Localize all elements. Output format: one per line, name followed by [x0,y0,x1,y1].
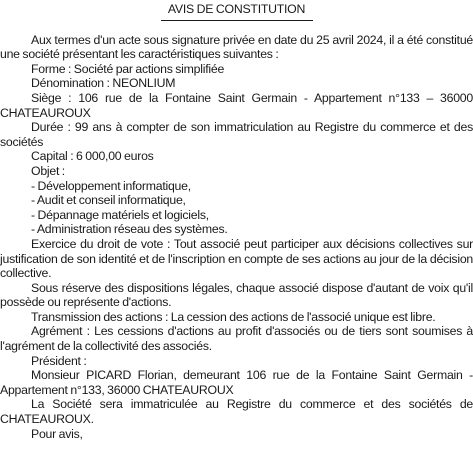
objet-item: - Administration réseau des systèmes. [31,222,228,237]
president-label: Président : [31,353,87,368]
capital-line: Capital : 6 000,00 euros [31,149,154,164]
notice-title: AVIS DE CONSTITUTION [167,2,306,16]
siege-paragraph: Siège : 106 rue de la Fontaine Saint Germain - Appartement n°133 – 36000 CHATEAUROUX [0,90,473,120]
immatriculation-paragraph: La Société sera immatriculée au Registre du commerce et des sociétés de CHATEAUROUX. [0,397,473,427]
transmission-paragraph: Transmission des actions : La cession des actions de l'associé unique est libre. [31,309,436,324]
objet-label: Objet : [31,163,65,178]
duree-paragraph: Durée : 99 ans à compter de son immatriculation au Registre du commerce et des sociétés [0,120,473,149]
denomination-line: Dénomination : NEONLIUM [31,76,176,91]
voix-paragraph: Sous réserve des dispositions légales, chaque associé dispose d'autant de voix qu'il possède ou représente d'actions. [0,280,473,310]
intro-paragraph: Aux termes d'un acte sous signature privée en date du 25 avril 2024, il a été constitué une société présentant les caractéristiques suivantes : [0,32,473,62]
closing-line: Pour avis, [31,426,83,441]
forme-line: Forme : Société par actions simplifiée [31,61,225,76]
objet-item: - Développement informatique, [31,178,191,193]
objet-item: - Dépannage matériels et logiciels, [31,207,209,222]
title-underline [161,20,313,21]
vote-paragraph: Exercice du droit de vote : Tout associé peut participer aux décisions collectives sur justification de son identité et de l'inscription en compte de ses actions au jour de la décision collective. [0,236,473,281]
president-paragraph: Monsieur PICARD Florian, demeurant 106 rue de la Fontaine Saint Germain - Appartement n°133, 36000 CHATEAUROUX [0,368,473,397]
agrement-paragraph: Agrément : Les cessions d'actions au profit d'associés ou de tiers sont soumises à l'agrément de la collectivité des associés. [0,324,473,354]
objet-item: - Audit et conseil informatique, [31,193,186,208]
